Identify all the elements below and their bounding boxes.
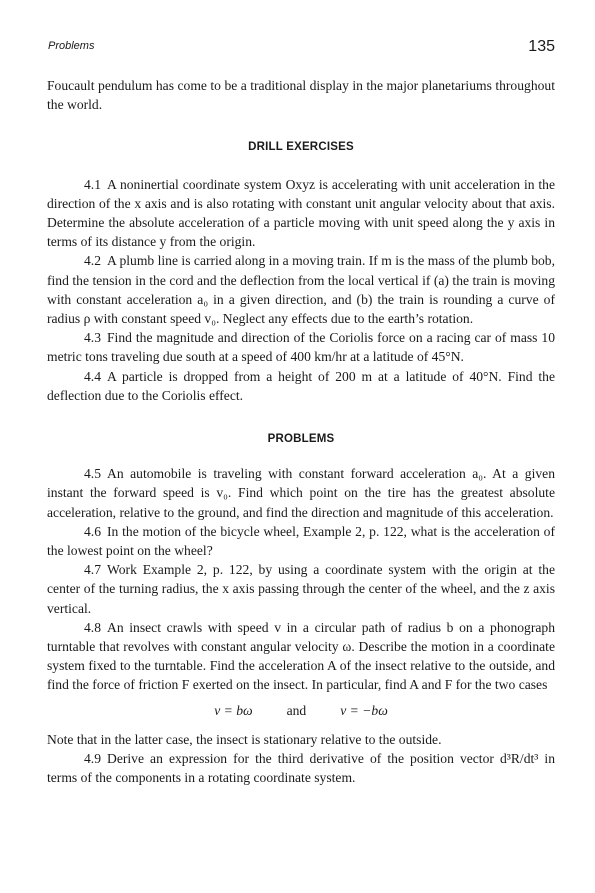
problem-4-6 [47, 522, 555, 560]
exercise-4-4 [47, 367, 555, 405]
problem-4-8 [47, 618, 555, 695]
problems-heading: PROBLEMS [267, 433, 335, 446]
problem-text: An insect crawls with speed v in a circular path of radius b on a phonograph turntable that revolves with constant angular velocity ω. Describe the motion in a coordinate system fixed to the turntable. Find the acceleration A of the insect relative to the outside, and find the force of friction F exerted on the insect. In particular, find A and F for the two cases [47, 619, 555, 693]
equation-left: v = bω [214, 702, 253, 718]
exercise-text: Find the magnitude and direction of the Coriolis force on a racing car of mass 10 metric tons traveling due south at a speed of 400 km/hr at a latitude of 45°N. [47, 330, 555, 365]
equation-right: v = −bω [340, 702, 388, 718]
exercise-4-1 [47, 175, 555, 252]
exercise-number: 4.1 [84, 176, 101, 192]
problem-text: Derive an expression for the third derivative of the position vector d³R/dt³ in terms of the components in a rotating coordinate system. [47, 751, 555, 786]
running-title: Problems [48, 40, 95, 52]
problem-4-9 [47, 749, 555, 787]
problem-text: In the motion of the bicycle wheel, Example 2, p. 122, what is the acceleration of the lowest point on the wheel? [47, 523, 555, 559]
exercise-number: 4.2 [84, 253, 101, 269]
exercise-number: 4.3 [84, 330, 101, 346]
page-body [47, 76, 555, 788]
problem-4-7 [47, 560, 555, 618]
exercise-text: A plumb line is carried along in a moving train. If m is the mass of the plumb bob, find the tension in the cord and the deflection from the local vertical if (a) the train is moving with constant acceleration a₀ in a given direction, and (b) the train is rounding a curve of radius ρ with constant speed v₀. Neglect any effects due to the earth’s rotation. [47, 253, 555, 327]
exercise-4-2 [47, 251, 555, 328]
equation-connector: and [286, 702, 307, 718]
problem-number: 4.9 [84, 751, 101, 767]
exercise-4-3 [47, 328, 555, 366]
exercise-number: 4.4 [84, 368, 101, 384]
problem-number: 4.5 [84, 466, 101, 482]
drill-exercises-heading: DRILL EXERCISES [248, 141, 354, 154]
problem-text: An automobile is traveling with constant forward acceleration a₀. At a given instant the forward speed is v₀. Find which point on the tire has the greatest absolute acceleration, relative to the ground, and find the direction and magnitude of this acceleration. [47, 466, 555, 520]
problem-number: 4.7 [84, 562, 101, 578]
problem-number: 4.6 [84, 523, 101, 539]
intro-paragraph: Foucault pendulum has come to be a traditional display in the major planetariums throughout the world. [47, 78, 555, 113]
exercise-text: A particle is dropped from a height of 200 m at a latitude of 40°N. Find the deflection due to the Coriolis effect. [47, 368, 555, 403]
problem-4-5 [47, 464, 555, 522]
exercise-text: A noninertial coordinate system Oxyz is accelerating with unit acceleration in the direction of the x axis and is also rotating with constant unit angular velocity about that axis. Determine the absolute acceleration of a particle moving with unit speed along the y axis in terms of its distance y from the origin. [47, 176, 555, 250]
problem-text: Work Example 2, p. 122, by using a coordinate system with the origin at the center of the turning radius, the x axis passing through the center of the wheel, and the z axis vertical. [47, 562, 555, 616]
note-paragraph: Note that in the latter case, the insect is stationary relative to the outside. [47, 731, 442, 747]
page-number: 135 [528, 38, 555, 55]
problem-number: 4.8 [84, 619, 101, 635]
equation-cases [47, 701, 555, 720]
